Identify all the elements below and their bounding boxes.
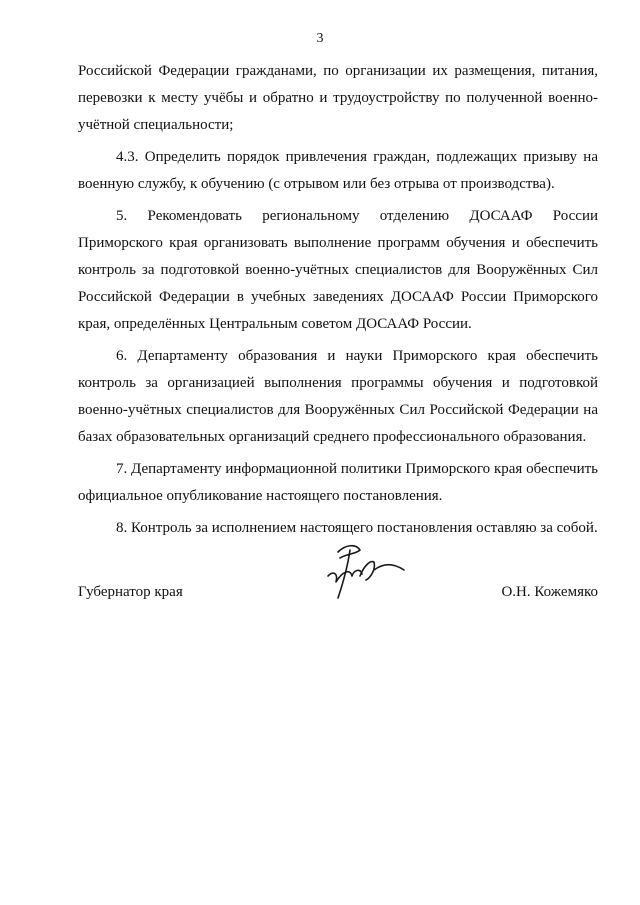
paragraph-6: 6. Департаменту образования и науки Приморского края обеспечить контроль за организацией выполнения программы обучения и подготовкой военно-учётных специалистов для Вооружённых Сил Российской Федерации на базах образовательных организаций среднего профессионального образования.: [78, 348, 598, 445]
paragraph-7: 7. Департаменту информационной политики Приморского края обеспечить официальное опубликование настоящего постановления.: [78, 461, 598, 504]
paragraph-5: 5. Рекомендовать региональному отделению ДОСААФ России Приморского края организовать выполнение программ обучения и обеспечить контроль за подготовкой военно-учётных специалистов для Вооружённых Сил Российской Федерации в учебных заведениях ДОСААФ России Приморского края, определённых Центральным советом ДОСААФ России.: [78, 208, 598, 332]
document-body: [78, 58, 598, 547]
page-number: 3: [316, 31, 324, 46]
signatory-name: О.Н. Кожемяко: [501, 584, 598, 600]
signatory-title: Губернатор края: [78, 584, 183, 600]
signature-block: [78, 580, 598, 610]
paragraph-4-3: 4.3. Определить порядок привлечения граждан, подлежащих призыву на военную службу, к обучению (с отрывом или без отрыва от производства).: [78, 149, 598, 192]
paragraph-8: 8. Контроль за исполнением настоящего постановления оставляю за собой.: [116, 520, 598, 536]
paragraph-continuation: Российской Федерации гражданами, по организации их размещения, питания, перевозки к месту учёбы и обратно и трудоустройству по полученной военно-учётной специальности;: [78, 63, 598, 133]
